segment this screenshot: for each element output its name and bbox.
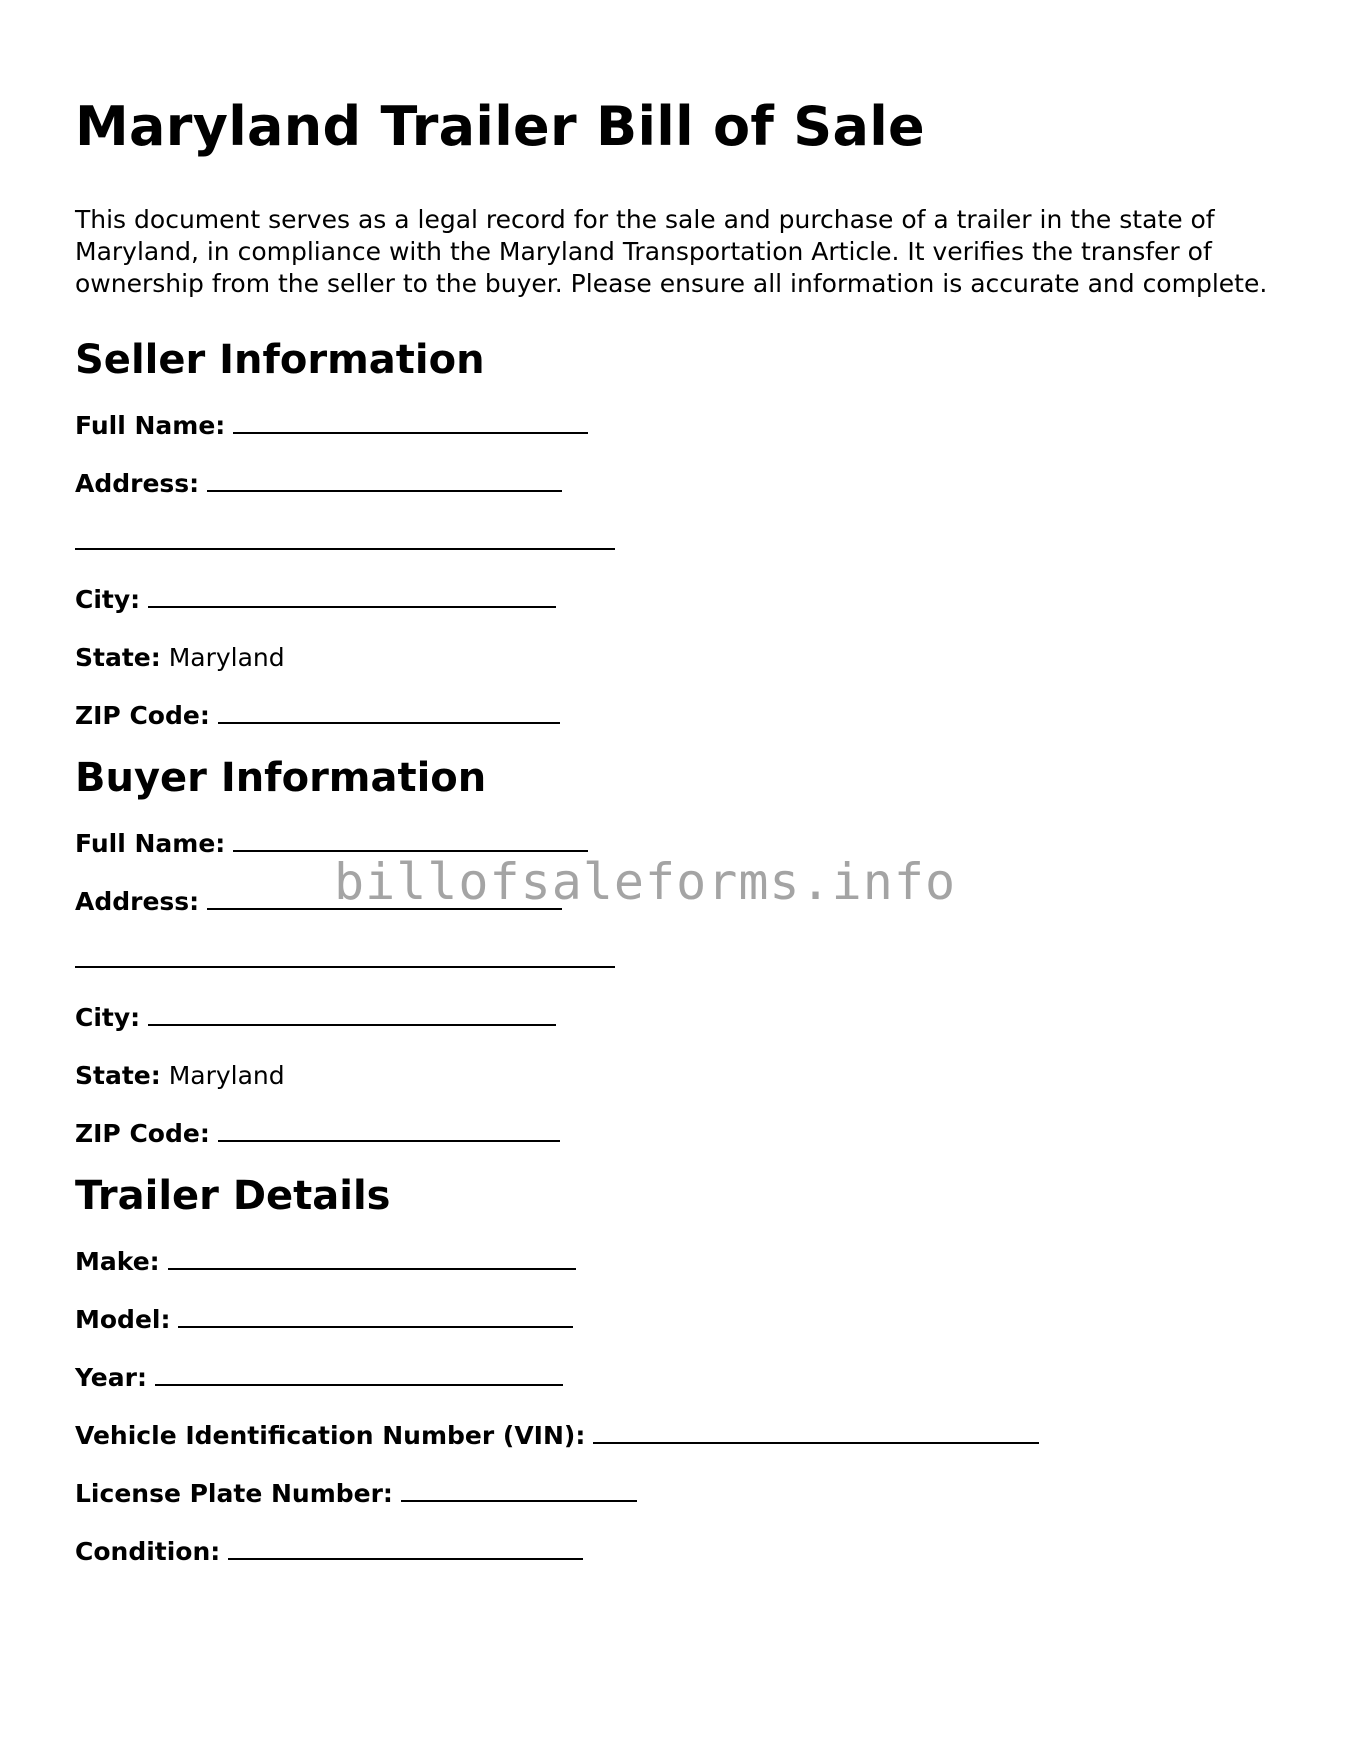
buyer-heading: Buyer Information: [75, 755, 487, 801]
seller-full-name-label: Full Name:: [75, 411, 226, 440]
trailer-condition-field: [75, 1536, 1290, 1568]
trailer-model-field: [75, 1304, 1290, 1336]
seller-full-name-field: [75, 410, 1290, 442]
seller-zip-field: [75, 700, 1290, 732]
buyer-city-label: City:: [75, 1003, 141, 1032]
buyer-zip-label: ZIP Code:: [75, 1119, 210, 1148]
seller-full-name-blank[interactable]: [233, 410, 588, 434]
trailer-condition-blank[interactable]: [228, 1536, 583, 1560]
trailer-make-field: [75, 1246, 1290, 1278]
trailer-model-label: Model:: [75, 1305, 171, 1334]
seller-state-label: State:: [75, 643, 161, 672]
seller-zip-label: ZIP Code:: [75, 701, 210, 730]
trailer-model-blank[interactable]: [178, 1304, 573, 1328]
buyer-state-value: Maryland: [168, 1061, 285, 1090]
seller-state-field: [75, 642, 1290, 674]
buyer-full-name-label: Full Name:: [75, 829, 226, 858]
trailer-vin-label: Vehicle Identification Number (VIN):: [75, 1421, 586, 1450]
buyer-full-name-blank[interactable]: [233, 828, 588, 852]
trailer-vin-field: [75, 1420, 1290, 1452]
buyer-city-blank[interactable]: [148, 1002, 556, 1026]
seller-city-blank[interactable]: [148, 584, 556, 608]
seller-city-label: City:: [75, 585, 141, 614]
buyer-zip-blank[interactable]: [218, 1118, 560, 1142]
buyer-city-field: [75, 1002, 1290, 1034]
buyer-address-line2-blank[interactable]: [75, 944, 615, 968]
trailer-year-field: [75, 1362, 1290, 1394]
seller-state-value: Maryland: [168, 643, 285, 672]
trailer-plate-blank[interactable]: [401, 1478, 637, 1502]
trailer-make-label: Make:: [75, 1247, 160, 1276]
buyer-address-label: Address:: [75, 887, 200, 916]
seller-address-blank[interactable]: [207, 468, 562, 492]
intro-paragraph: This document serves as a legal record for the sale and purchase of a trailer in the state of Maryland, in compliance with the Maryland Transportation Article. It verifies the transfer of ownership from the seller to the buyer. Please ensure all information is accurate and complete.: [75, 205, 1268, 298]
seller-address-line2-field: [75, 526, 1290, 558]
seller-address-field: [75, 468, 1290, 500]
trailer-plate-label: License Plate Number:: [75, 1479, 393, 1508]
seller-zip-blank[interactable]: [218, 700, 560, 724]
document-page: [75, 92, 1290, 1568]
seller-heading: Seller Information: [75, 337, 485, 383]
buyer-zip-field: [75, 1118, 1290, 1150]
trailer-heading: Trailer Details: [75, 1173, 391, 1219]
trailer-make-blank[interactable]: [168, 1246, 576, 1270]
trailer-condition-label: Condition:: [75, 1537, 221, 1566]
trailer-year-label: Year:: [75, 1363, 147, 1392]
seller-address-line2-blank[interactable]: [75, 526, 615, 550]
buyer-state-field: [75, 1060, 1290, 1092]
buyer-state-label: State:: [75, 1061, 161, 1090]
trailer-vin-blank[interactable]: [593, 1420, 1039, 1444]
document-title: Maryland Trailer Bill of Sale: [75, 95, 925, 158]
buyer-address-line2-field: [75, 944, 1290, 976]
trailer-year-blank[interactable]: [155, 1362, 563, 1386]
seller-city-field: [75, 584, 1290, 616]
watermark-text: billofsaleforms.info: [334, 853, 957, 911]
trailer-plate-field: [75, 1478, 1290, 1510]
seller-address-label: Address:: [75, 469, 200, 498]
